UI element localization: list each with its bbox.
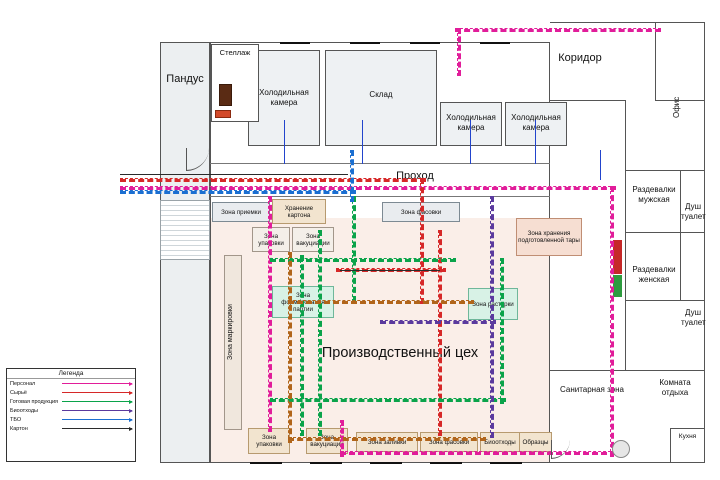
production-hall-title: Производственный цех — [321, 345, 479, 361]
zone-obraztsy: Образцы — [519, 432, 552, 452]
legend-item — [7, 397, 135, 406]
room-cold2-label: Холодильная камера — [446, 113, 496, 132]
strip-green-breadbox — [613, 275, 622, 297]
room-cold1-label: Холодильная камера — [259, 88, 309, 107]
legend-label: ТБО — [10, 416, 22, 423]
flow-raw-top — [120, 178, 426, 182]
flow-product-h2 — [270, 398, 506, 402]
flow-product-v3 — [500, 258, 504, 404]
legend-line — [62, 401, 132, 402]
flow-product-v1 — [300, 255, 304, 436]
zone-fasovki-bottom: Зона фасовки — [420, 432, 478, 452]
flow-product-h1 — [270, 258, 456, 262]
wall-ticks-bot5 — [490, 462, 522, 464]
zone-priemki: Зона приемки — [212, 202, 270, 222]
passage-wall-bottom — [210, 196, 550, 197]
room-sanitary-label: Санитарная зона — [560, 385, 624, 394]
passage-wall-top — [210, 163, 550, 164]
room-sklad-label: Склад — [369, 90, 393, 99]
legend-item — [7, 388, 135, 397]
rack-unit-red — [215, 110, 231, 118]
flow-personnel-bottom — [340, 451, 616, 455]
legend-item — [7, 379, 135, 388]
flow-carton-h1 — [288, 300, 474, 304]
legend-line — [62, 419, 132, 420]
wall-ticks-bot4 — [430, 462, 462, 464]
legend-item — [7, 424, 135, 433]
zone-vakuciacii-bottom: Зона вакуциации — [306, 428, 348, 454]
legend-line — [62, 383, 132, 384]
wall-ticks-top4 — [480, 42, 510, 44]
flow-personnel-v1 — [457, 28, 461, 76]
room-locker-m-label: Раздевалки мужская — [632, 185, 676, 204]
door-circle — [612, 440, 630, 458]
arrow-cold1 — [284, 120, 285, 164]
corridor-wall-bottom — [550, 100, 625, 101]
legend-label: Картон — [10, 425, 28, 432]
zone-vakuciacii-top: Зона вакуциации — [292, 227, 334, 252]
flow-carton-black2 — [340, 270, 440, 271]
flow-carton-v1 — [288, 252, 292, 443]
room-stellazh-label: Стеллаж — [219, 48, 251, 57]
locker-f-bottom — [625, 300, 705, 301]
zone-biootkhody: Биоотходы — [480, 432, 520, 452]
pandus-stairs — [160, 200, 210, 260]
room-shower1-label: Душ туалет — [681, 202, 706, 221]
shower-div — [680, 232, 705, 233]
corridor-inner-wall — [625, 100, 626, 370]
zone-upakovki-bottom: Зона упаковки — [248, 428, 290, 454]
shower-wall — [680, 170, 681, 300]
flow-personnel-corridor — [455, 28, 661, 32]
legend-title: Легенда — [7, 369, 135, 379]
room-rest-label: Комната отдыха — [659, 378, 691, 397]
arrow-cold3 — [535, 120, 536, 164]
office-vertical-label: Офис — [672, 96, 681, 118]
strip-red-fridge — [613, 240, 622, 274]
flow-bio-v1 — [490, 196, 494, 438]
arrow-right-1 — [600, 150, 601, 180]
rest-room-top — [550, 370, 705, 371]
legend-item — [7, 415, 135, 424]
arrow-sklad — [362, 120, 363, 164]
legend-line — [62, 428, 132, 429]
legend-item — [7, 406, 135, 415]
flow-bio-h1 — [380, 320, 496, 324]
flow-tbo-v1 — [350, 150, 354, 202]
wall-ticks-top3 — [410, 42, 440, 44]
wall-ticks-top2 — [350, 42, 380, 44]
wall-ticks-bot1 — [250, 462, 282, 464]
legend-label: Готовая продукция — [10, 398, 59, 405]
wall-ticks-bot2 — [310, 462, 342, 464]
zone-zalivki: Зона заливки — [356, 432, 418, 452]
room-locker-f-label: Раздевалки женская — [632, 265, 676, 284]
zone-fasovki-top: Зона фасовки — [382, 202, 460, 222]
legend-label: Биоотходы — [10, 407, 38, 414]
corridor-title: Коридор — [558, 52, 602, 64]
zone-formirovaniya-partii: Зона формирования партии — [272, 286, 334, 318]
legend-label: Сырьё — [10, 389, 27, 396]
zone-upakovki-top: Зона упаковки — [252, 227, 290, 252]
legend-line — [62, 392, 132, 393]
zone-tary: Зона хранения подготовленной тары — [516, 218, 582, 256]
passage-title: Проход — [396, 170, 434, 182]
room-pandus-label: Пандус — [166, 73, 204, 85]
wall-ticks-top — [280, 42, 310, 44]
locker-m-top — [625, 170, 705, 171]
office-wall-left — [655, 22, 656, 100]
flow-raw-v1 — [420, 178, 424, 304]
zone-karton: Хранение картона — [272, 199, 326, 224]
room-cold3-label: Холодильная камера — [511, 113, 561, 132]
room-kitchen-label: Кухня — [678, 433, 697, 440]
legend-line — [62, 410, 132, 411]
room-shower2-label: Душ туалет — [681, 308, 706, 327]
flow-carton-black — [120, 174, 348, 175]
flow-personnel-v4 — [268, 196, 272, 432]
arrow-cold2 — [470, 120, 471, 164]
flow-carton-h2 — [288, 437, 486, 441]
wall-ticks-bot3 — [370, 462, 402, 464]
legend-label: Персонал — [10, 380, 36, 387]
flow-product-v4 — [352, 196, 356, 302]
flow-tbo-h1 — [120, 190, 356, 194]
rack-unit-dark — [219, 84, 232, 106]
zone-markirovki-label: Зона маркировки — [227, 304, 234, 360]
kitchen-top — [670, 428, 705, 429]
zone-rastarki: Зона растарки — [468, 288, 518, 320]
flow-personnel-v2 — [610, 186, 614, 457]
legend — [6, 368, 136, 462]
